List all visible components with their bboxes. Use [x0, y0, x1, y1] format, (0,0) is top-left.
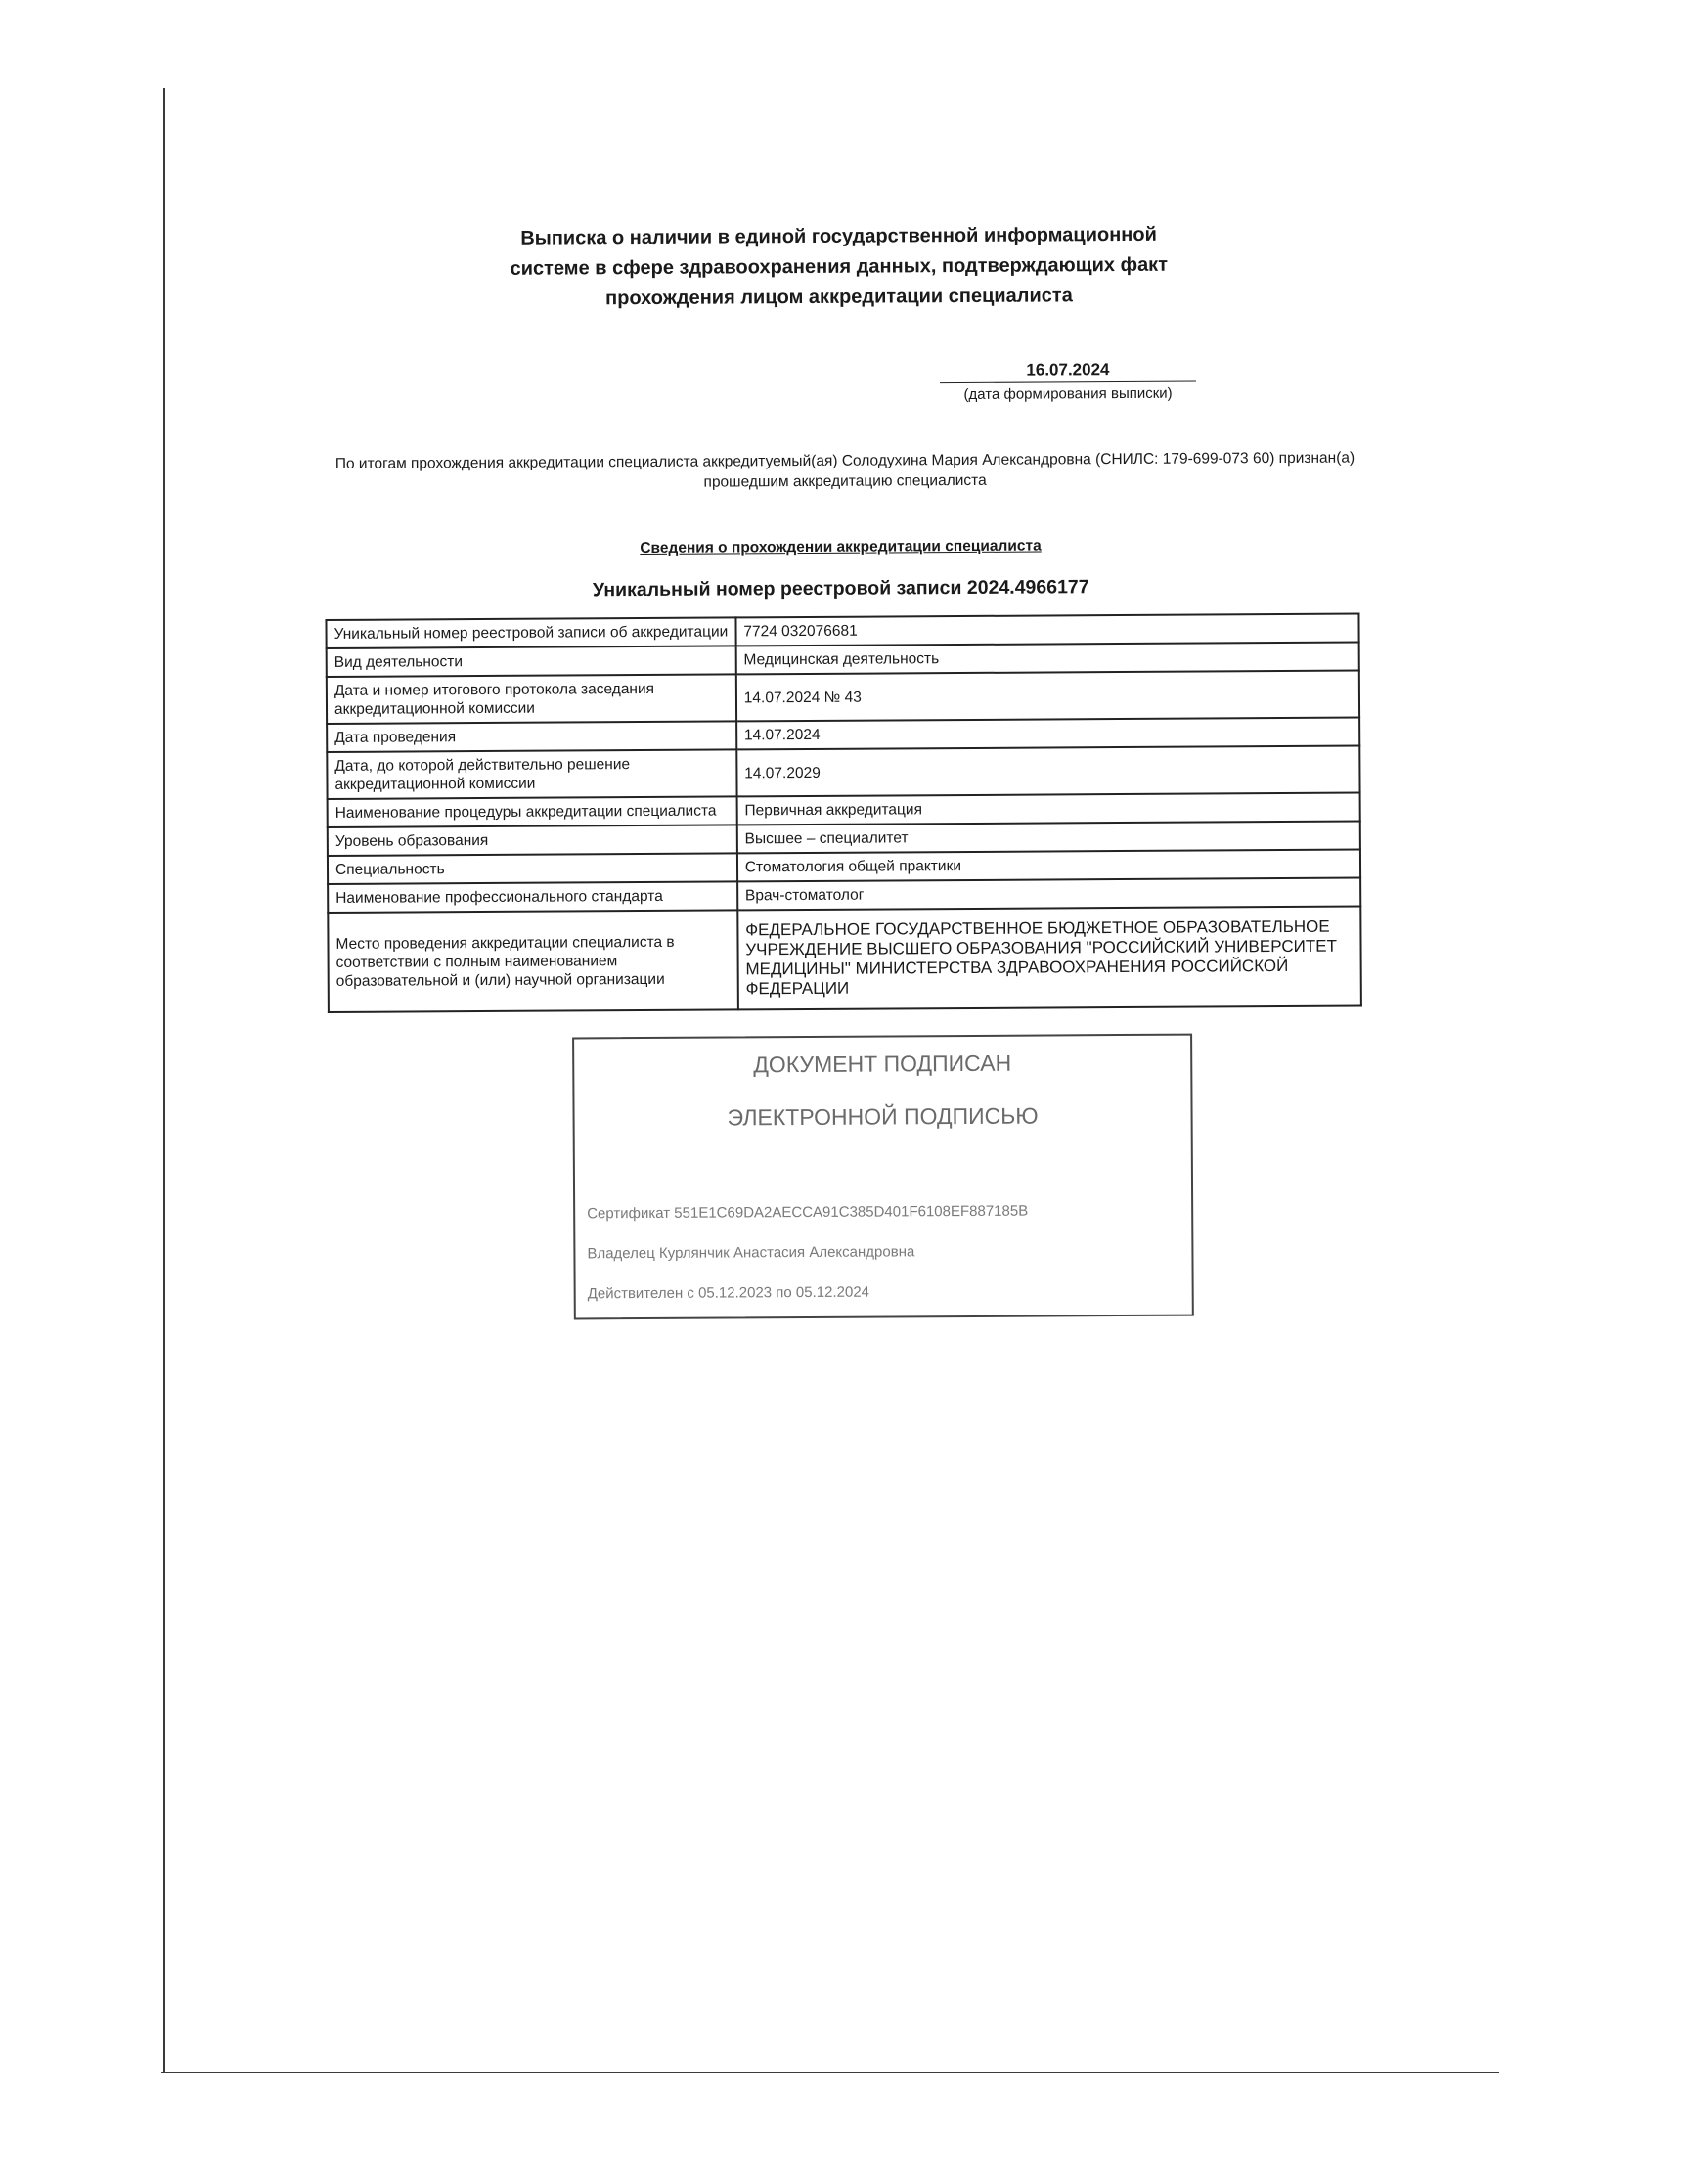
row-value: Первичная аккредитация	[736, 793, 1359, 825]
row-label: Вид деятельности	[327, 646, 736, 677]
scan-edge-bottom	[161, 2072, 1499, 2073]
electronic-signature-stamp	[572, 1034, 1194, 1320]
row-label: Уровень образования	[328, 825, 737, 856]
accreditation-table	[325, 613, 1361, 1013]
section-heading: Сведения о прохождении аккредитации специалиста	[640, 537, 1042, 557]
row-value: Стоматология общей практики	[737, 850, 1360, 882]
formation-date-caption: (дата формирования выписки)	[963, 384, 1173, 403]
stamp-heading: ДОКУМЕНТ ПОДПИСАН	[753, 1049, 1012, 1078]
row-label: Наименование процедуры аккредитации специалиста	[328, 796, 737, 827]
stamp-owner: Владелец Курлянчик Анастасия Александровна	[587, 1243, 915, 1263]
row-value: 14.07.2024 № 43	[736, 671, 1360, 722]
title-line: Выписка о наличии в единой государственной информационной	[520, 223, 1157, 249]
row-value: Медицинская деятельность	[735, 643, 1358, 675]
row-label: Место проведения аккредитации специалиста в соответствии с полным наименованием образовательной и (или) научной организации	[328, 910, 737, 1012]
stamp-validity: Действителен с 05.12.2023 по 05.12.2024	[587, 1283, 870, 1303]
intro-paragraph: По итогам прохождения аккредитации специалиста аккредитуемый(ая) Солодухина Мария Александровна (СНИЛС: 179-699-073 60) признан(а) прошедшим аккредитацию специалиста	[334, 449, 1355, 491]
formation-date: 16.07.2024	[940, 360, 1196, 384]
row-value: Высшее – специалитет	[737, 822, 1360, 854]
table-row	[327, 671, 1359, 724]
row-label: Наименование профессионального стандарта	[328, 881, 737, 913]
document-title	[323, 219, 1355, 316]
row-value: 14.07.2029	[736, 746, 1360, 797]
registry-number: Уникальный номер реестровой записи 2024.4966177	[592, 576, 1089, 602]
row-label: Дата, до которой действительно решение аккредитационной комиссии	[327, 749, 736, 799]
row-label: Дата и номер итогового протокола заседания аккредитационной комиссии	[327, 674, 736, 724]
row-value: ФЕДЕРАЛЬНОЕ ГОСУДАРСТВЕННОЕ БЮДЖЕТНОЕ ОБРАЗОВАТЕЛЬНОЕ УЧРЕЖДЕНИЕ ВЫСШЕГО ОБРАЗОВАНИЯ "РОССИЙСКИЙ УНИВЕРСИТЕТ МЕДИЦИНЫ" МИНИСТЕРСТВА ЗДРАВООХРАНЕНИЯ РОССИЙСКОЙ ФЕДЕРАЦИИ	[737, 907, 1361, 1010]
row-label: Уникальный номер реестровой записи об аккредитации	[326, 617, 735, 648]
row-value: 14.07.2024	[736, 718, 1359, 750]
title-line: прохождения лицом аккредитации специалиста	[605, 285, 1073, 310]
stamp-certificate: Сертификат 551E1C69DA2AECCA91C385D401F6108EF887185B	[587, 1202, 1029, 1223]
scan-edge-left	[163, 88, 165, 2073]
document-page	[323, 219, 1361, 1321]
stamp-subheading: ЭЛЕКТРОННОЙ ПОДПИСЬЮ	[727, 1102, 1039, 1131]
title-line: системе в сфере здравоохранения данных, подтверждающих факт	[510, 253, 1169, 280]
row-value: 7724 032076681	[735, 614, 1358, 646]
table-row	[327, 746, 1359, 799]
table-row	[328, 907, 1361, 1012]
row-label: Специальность	[328, 853, 737, 884]
row-label: Дата проведения	[327, 721, 736, 752]
formation-date-block	[940, 360, 1196, 404]
row-value: Врач-стоматолог	[737, 878, 1360, 911]
